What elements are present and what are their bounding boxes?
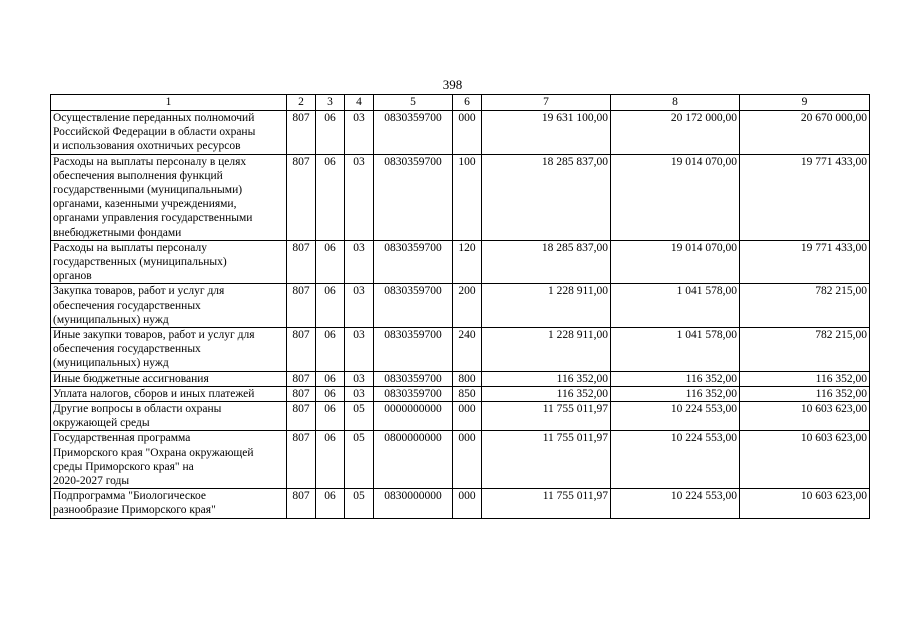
expense-name-line: окружающей среды	[53, 417, 150, 430]
table-row	[51, 240, 870, 284]
column-header: 4	[345, 95, 374, 111]
target-article-code: 0800000000	[374, 431, 453, 489]
amount-col-7: 19 631 100,00	[482, 111, 611, 155]
admin-code: 807	[287, 240, 316, 284]
table-row	[51, 284, 870, 328]
expense-name-line: Российской Федерации в области охраны	[53, 126, 256, 139]
amount-col-7: 116 352,00	[482, 371, 611, 386]
expense-name-line: разнообразие Приморского края"	[53, 504, 216, 517]
subsection-code: 05	[345, 431, 374, 489]
table-row	[51, 489, 870, 518]
expense-name	[51, 402, 287, 431]
expense-name-line: Иные закупки товаров, работ и услуг для	[53, 329, 255, 342]
target-article-code: 0830359700	[374, 240, 453, 284]
amount-col-9: 20 670 000,00	[740, 111, 870, 155]
section-code: 06	[316, 489, 345, 518]
amount-col-9: 19 771 433,00	[740, 240, 870, 284]
expense-type-code: 000	[453, 111, 482, 155]
column-header: 1	[51, 95, 287, 111]
expense-name-line: обеспечения государственных	[53, 299, 201, 312]
amount-col-9: 19 771 433,00	[740, 154, 870, 240]
expense-name	[51, 154, 287, 240]
expense-name-line: Закупка товаров, работ и услуг для	[53, 285, 225, 298]
amount-col-9: 116 352,00	[740, 371, 870, 386]
target-article-code: 0830359700	[374, 386, 453, 401]
subsection-code: 03	[345, 328, 374, 372]
admin-code: 807	[287, 111, 316, 155]
section-code: 06	[316, 386, 345, 401]
expense-type-code: 850	[453, 386, 482, 401]
table-row	[51, 371, 870, 386]
expense-name-line: внебюджетными фондами	[53, 226, 182, 239]
subsection-code: 03	[345, 371, 374, 386]
section-code: 06	[316, 431, 345, 489]
section-code: 06	[316, 111, 345, 155]
target-article-code: 0000000000	[374, 402, 453, 431]
admin-code: 807	[287, 371, 316, 386]
target-article-code: 0830359700	[374, 111, 453, 155]
expense-name-line: среды Приморского края" на	[53, 460, 194, 473]
column-header: 9	[740, 95, 870, 111]
amount-col-7: 11 755 011,97	[482, 402, 611, 431]
table-body	[51, 111, 870, 519]
target-article-code: 0830359700	[374, 154, 453, 240]
budget-table	[50, 94, 870, 519]
table-row	[51, 154, 870, 240]
amount-col-7: 1 228 911,00	[482, 284, 611, 328]
amount-col-8: 10 224 553,00	[611, 431, 740, 489]
expense-name-line: Подпрограмма "Биологическое	[53, 490, 206, 503]
section-code: 06	[316, 284, 345, 328]
subsection-code: 03	[345, 154, 374, 240]
amount-col-7: 18 285 837,00	[482, 154, 611, 240]
amount-col-8: 116 352,00	[611, 371, 740, 386]
expense-name-line: Приморского края "Охрана окружающей	[53, 446, 254, 459]
target-article-code: 0830359700	[374, 328, 453, 372]
amount-col-7: 11 755 011,97	[482, 489, 611, 518]
expense-name-line: Иные бюджетные ассигнования	[53, 372, 209, 385]
expense-name-line: и использования охотничьих ресурсов	[53, 140, 241, 153]
amount-col-9: 782 215,00	[740, 328, 870, 372]
admin-code: 807	[287, 489, 316, 518]
amount-col-8: 10 224 553,00	[611, 489, 740, 518]
admin-code: 807	[287, 386, 316, 401]
amount-col-9: 10 603 623,00	[740, 431, 870, 489]
admin-code: 807	[287, 284, 316, 328]
target-article-code: 0830359700	[374, 371, 453, 386]
amount-col-9: 782 215,00	[740, 284, 870, 328]
expense-name-line: государственных (муниципальных)	[53, 256, 227, 269]
table-row	[51, 402, 870, 431]
section-code: 06	[316, 240, 345, 284]
target-article-code: 0830359700	[374, 284, 453, 328]
expense-name-line: обеспечения выполнения функций	[53, 169, 223, 182]
admin-code: 807	[287, 154, 316, 240]
expense-name-line: Осуществление переданных полномочий	[53, 112, 255, 124]
expense-name	[51, 111, 287, 155]
expense-name-line: Другие вопросы в области охраны	[53, 403, 222, 416]
admin-code: 807	[287, 402, 316, 431]
column-header: 7	[482, 95, 611, 111]
expense-type-code: 240	[453, 328, 482, 372]
column-header: 2	[287, 95, 316, 111]
expense-name	[51, 328, 287, 372]
expense-name-line: государственными (муниципальными)	[53, 184, 243, 197]
expense-name-line: Расходы на выплаты персоналу	[53, 241, 207, 254]
header-row	[51, 95, 870, 111]
expense-name-line: (муниципальных) нужд	[53, 357, 169, 370]
expense-name-line: органами, казенными учреждениями,	[53, 198, 237, 211]
amount-col-9: 10 603 623,00	[740, 489, 870, 518]
amount-col-9: 10 603 623,00	[740, 402, 870, 431]
expense-name	[51, 240, 287, 284]
expense-name-line: Государственная программа	[53, 432, 191, 445]
expense-name	[51, 386, 287, 401]
expense-name	[51, 489, 287, 518]
expense-name	[51, 371, 287, 386]
column-header: 6	[453, 95, 482, 111]
table-row	[51, 386, 870, 401]
expense-type-code: 100	[453, 154, 482, 240]
admin-code: 807	[287, 431, 316, 489]
table-row	[51, 431, 870, 489]
expense-name-line: 2020-2027 годы	[53, 475, 130, 488]
expense-name-line: (муниципальных) нужд	[53, 313, 169, 326]
subsection-code: 03	[345, 284, 374, 328]
subsection-code: 05	[345, 489, 374, 518]
amount-col-8: 20 172 000,00	[611, 111, 740, 155]
amount-col-9: 116 352,00	[740, 386, 870, 401]
expense-name-line: органов	[53, 270, 92, 283]
section-code: 06	[316, 402, 345, 431]
expense-name	[51, 431, 287, 489]
subsection-code: 03	[345, 386, 374, 401]
amount-col-7: 116 352,00	[482, 386, 611, 401]
column-header: 8	[611, 95, 740, 111]
column-header: 5	[374, 95, 453, 111]
expense-type-code: 000	[453, 489, 482, 518]
amount-col-8: 19 014 070,00	[611, 240, 740, 284]
table-row	[51, 111, 870, 155]
expense-type-code: 800	[453, 371, 482, 386]
expense-name	[51, 284, 287, 328]
expense-name-line: Расходы на выплаты персоналу в целях	[53, 155, 247, 168]
section-code: 06	[316, 154, 345, 240]
subsection-code: 03	[345, 111, 374, 155]
table-row	[51, 328, 870, 372]
amount-col-8: 10 224 553,00	[611, 402, 740, 431]
amount-col-8: 1 041 578,00	[611, 284, 740, 328]
target-article-code: 0830000000	[374, 489, 453, 518]
section-code: 06	[316, 371, 345, 386]
subsection-code: 05	[345, 402, 374, 431]
amount-col-7: 1 228 911,00	[482, 328, 611, 372]
amount-col-8: 19 014 070,00	[611, 154, 740, 240]
amount-col-8: 116 352,00	[611, 386, 740, 401]
admin-code: 807	[287, 328, 316, 372]
expense-name-line: обеспечения государственных	[53, 343, 201, 356]
expense-type-code: 000	[453, 431, 482, 489]
expense-type-code: 200	[453, 284, 482, 328]
expense-type-code: 120	[453, 240, 482, 284]
column-header: 3	[316, 95, 345, 111]
page-number: 398	[442, 77, 463, 92]
amount-col-8: 1 041 578,00	[611, 328, 740, 372]
expense-name-line: Уплата налогов, сборов и иных платежей	[53, 387, 255, 400]
subsection-code: 03	[345, 240, 374, 284]
amount-col-7: 18 285 837,00	[482, 240, 611, 284]
expense-name-line: органами управления государственными	[53, 212, 253, 225]
expense-type-code: 000	[453, 402, 482, 431]
amount-col-7: 11 755 011,97	[482, 431, 611, 489]
section-code: 06	[316, 328, 345, 372]
